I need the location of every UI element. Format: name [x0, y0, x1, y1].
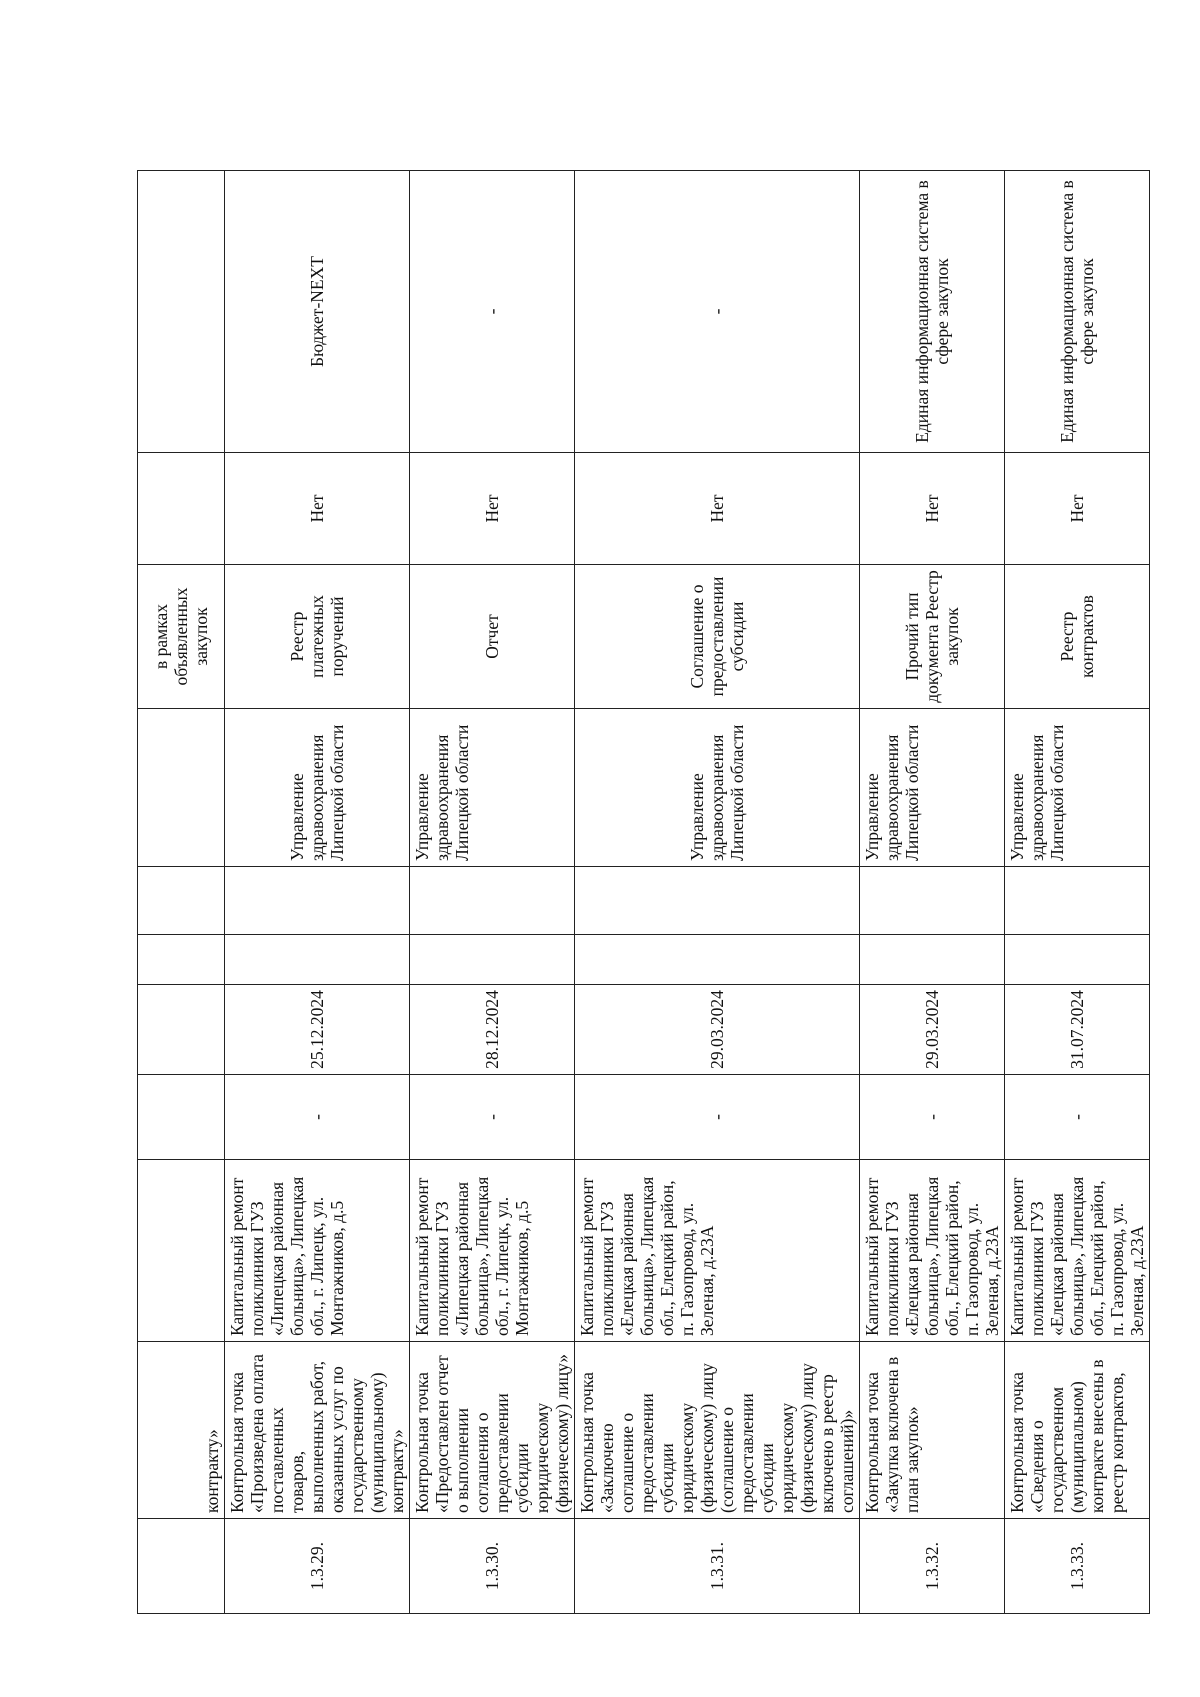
row-col7	[860, 867, 1005, 935]
row-name: Контрольная точка «Предоставлен отчет о выполнении соглашения о предоставлении субсидии юридическому (физическому) лицу»	[410, 1342, 575, 1519]
row-flag: Нет	[410, 453, 575, 565]
row-document: Отчет	[410, 565, 575, 709]
row-number: 1.3.30.	[410, 1519, 575, 1614]
table-row	[860, 171, 1005, 1614]
row-col6	[860, 935, 1005, 985]
header-cell-end	[138, 985, 225, 1075]
row-flag: Нет	[575, 453, 860, 565]
table-row	[575, 171, 860, 1614]
header-cell-7	[138, 867, 225, 935]
header-cell-start	[138, 1075, 225, 1160]
row-start: -	[225, 1075, 410, 1160]
row-col7	[410, 867, 575, 935]
header-cell-num	[138, 1519, 225, 1614]
header-cell-6	[138, 935, 225, 985]
row-responsible: Управление здравоохранения Липецкой области	[575, 709, 860, 867]
row-col6	[1005, 935, 1150, 985]
row-system: -	[410, 171, 575, 453]
row-col6	[410, 935, 575, 985]
header-cell-name: контракту»	[138, 1342, 225, 1519]
row-col6	[575, 935, 860, 985]
row-flag: Нет	[1005, 453, 1150, 565]
row-end: 28.12.2024	[410, 985, 575, 1075]
row-object: Капитальный ремонт поликлиники ГУЗ «Елецкая районная больница», Липецкая обл., Елецкий район, п. Газопровод, ул. Зеленая, д.23А	[1005, 1160, 1150, 1342]
row-number: 1.3.33.	[1005, 1519, 1150, 1614]
row-system: Единая информационная система в сфере закупок	[860, 171, 1005, 453]
header-cell-flag	[138, 453, 225, 565]
row-number: 1.3.29.	[225, 1519, 410, 1614]
row-end: 25.12.2024	[225, 985, 410, 1075]
row-number: 1.3.32.	[860, 1519, 1005, 1614]
row-system: Единая информационная система в сфере закупок	[1005, 171, 1150, 453]
row-flag: Нет	[860, 453, 1005, 565]
row-name: Контрольная точка «Заключено соглашение о предоставлении субсидии юридическому (физическому) лицу (соглашение о предоставлении субсидии юридическому (физическому) лицу включено в реестр соглашений)»	[575, 1342, 860, 1519]
row-start: -	[860, 1075, 1005, 1160]
row-start: -	[575, 1075, 860, 1160]
row-name: Контрольная точка «Произведена оплата поставленных товаров, выполненных работ, оказанных услуг по государственному (муниципальному) контракту»	[225, 1342, 410, 1519]
row-document: Прочий тип документа Реестр закупок	[860, 565, 1005, 709]
row-name: Контрольная точка «Сведения о государственном (муниципальном) контракте внесены в реестр контрактов,	[1005, 1342, 1150, 1519]
row-col7	[1005, 867, 1150, 935]
header-cell-document: в рамках объявленных закупок	[138, 565, 225, 709]
header-row	[138, 171, 225, 1614]
table-row	[1005, 171, 1150, 1614]
row-object: Капитальный ремонт поликлиники ГУЗ «Елецкая районная больница», Липецкая обл., Елецкий район, п. Газопровод, ул. Зеленая, д.23А	[575, 1160, 860, 1342]
row-start: -	[410, 1075, 575, 1160]
row-name: Контрольная точка «Закупка включена в план закупок»	[860, 1342, 1005, 1519]
table-row	[410, 171, 575, 1614]
row-responsible: Управление здравоохранения Липецкой области	[410, 709, 575, 867]
header-cell-system	[138, 171, 225, 453]
row-responsible: Управление здравоохранения Липецкой области	[860, 709, 1005, 867]
row-document: Реестр контрактов	[1005, 565, 1150, 709]
plan-table	[137, 170, 1150, 1614]
row-system: -	[575, 171, 860, 453]
row-object: Капитальный ремонт поликлиники ГУЗ «Липецкая районная больница», Липецкая обл., г. Липецк, ул. Монтажников, д.5	[225, 1160, 410, 1342]
row-document: Соглашение о предоставлении субсидии	[575, 565, 860, 709]
header-cell-responsible	[138, 709, 225, 867]
header-cell-object	[138, 1160, 225, 1342]
row-responsible: Управление здравоохранения Липецкой области	[225, 709, 410, 867]
row-object: Капитальный ремонт поликлиники ГУЗ «Липецкая районная больница», Липецкая обл., г. Липецк, ул. Монтажников, д.5	[410, 1160, 575, 1342]
row-system: Бюджет-NEXT	[225, 171, 410, 453]
row-document: Реестр платежных поручений	[225, 565, 410, 709]
row-flag: Нет	[225, 453, 410, 565]
row-col6	[225, 935, 410, 985]
row-end: 29.03.2024	[860, 985, 1005, 1075]
row-end: 29.03.2024	[575, 985, 860, 1075]
table-row	[225, 171, 410, 1614]
row-responsible: Управление здравоохранения Липецкой области	[1005, 709, 1150, 867]
row-col7	[575, 867, 860, 935]
row-number: 1.3.31.	[575, 1519, 860, 1614]
row-start: -	[1005, 1075, 1150, 1160]
row-col7	[225, 867, 410, 935]
row-end: 31.07.2024	[1005, 985, 1150, 1075]
row-object: Капитальный ремонт поликлиники ГУЗ «Елецкая районная больница», Липецкая обл., Елецкий район, п. Газопровод, ул. Зеленая, д.23А	[860, 1160, 1005, 1342]
